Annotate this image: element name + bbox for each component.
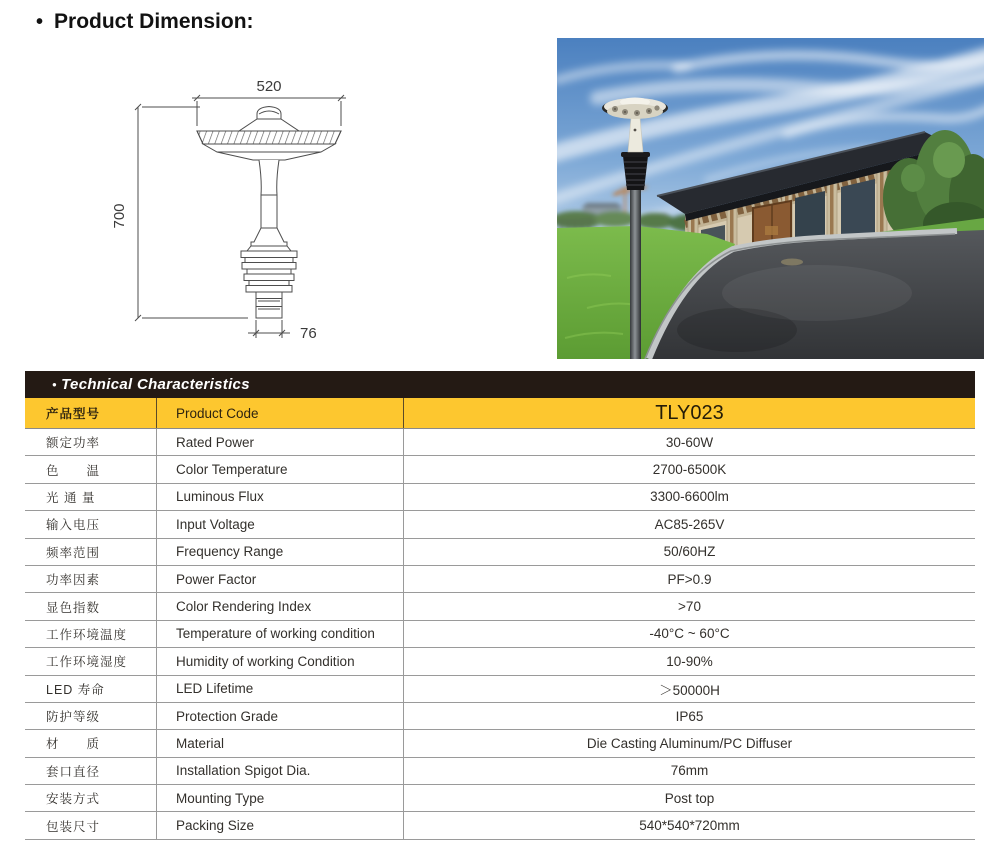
spec-label-en: Humidity of working Condition [157,648,404,674]
spec-label-en: Mounting Type [157,785,404,811]
spec-value: PF>0.9 [667,571,712,587]
table-row [25,785,975,812]
table-row [25,676,975,703]
spec-label-en: Installation Spigot Dia. [157,758,404,784]
table-row [25,511,975,538]
lamp-pole [630,188,641,359]
table-row [25,812,975,839]
table-row [25,429,975,456]
manhole [781,259,803,266]
spec-value: 2700-6500K [652,462,727,478]
page-title [36,10,254,34]
heading-bullet-icon: • [36,11,44,33]
spec-label-en: Luminous Flux [157,484,404,510]
table-title-bar [25,371,975,398]
spec-label-cn: 防护等级 [25,703,157,729]
spec-label-en: Protection Grade [157,703,404,729]
spec-label-cn: 显色指数 [25,593,157,619]
spec-label-cn: 输入电压 [25,511,157,537]
spec-label-cn: 材 质 [25,730,157,756]
spec-value: IP65 [675,708,704,724]
spec-label-en: Color Rendering Index [157,593,404,619]
spec-value: 3300-6600lm [650,489,729,505]
spec-label-cn: 额定功率 [25,429,157,455]
table-title: Technical Characteristics [61,376,250,393]
spec-label-en: Color Temperature [157,456,404,482]
lamp-outline-drawing [88,70,360,350]
spec-label-cn: 套口直径 [25,758,157,784]
spec-value: 76mm [670,763,709,779]
spec-value: Post top [664,790,715,806]
table-row [25,730,975,757]
table-row [25,621,975,648]
product-code-label-en: Product Code [157,398,404,428]
spec-value: Die Casting Aluminum/PC Diffuser [586,735,793,751]
spec-label-en: Frequency Range [157,539,404,565]
spec-label-cn: 安装方式 [25,785,157,811]
spec-value: 10-90% [666,653,713,669]
spec-label-en: Input Voltage [157,511,404,537]
spec-value: 50/60HZ [663,544,716,560]
product-code-value: TLY023 [655,401,724,424]
spec-rows [25,429,975,840]
technical-characteristics-table [25,371,975,840]
spec-label-en: Rated Power [157,429,404,455]
installation-scene [557,38,984,359]
spec-value: 540*540*720mm [639,818,740,834]
table-row [25,758,975,785]
spec-value: -40°C ~ 60°C [649,626,730,642]
spec-value: >70 [678,599,701,615]
spec-label-cn: 功率因素 [25,566,157,592]
table-row [25,593,975,620]
dimension-drawing [88,70,360,350]
spec-label-cn: 包装尺寸 [25,812,157,838]
page-title-text: Product Dimension: [54,10,254,33]
product-code-row [25,398,975,429]
spec-label-cn: 工作环境温度 [25,621,157,647]
spec-value: AC85-265V [654,516,725,532]
dim-700-label: 700 [111,203,128,229]
spec-label-cn: 频率范围 [25,539,157,565]
table-row [25,539,975,566]
spec-label-cn: 光 通 量 [25,484,157,510]
spec-value: ＞50000H [659,682,720,698]
dim-76-label: 76 [300,325,317,342]
table-row [25,703,975,730]
lamp-stem [628,118,643,152]
product-photo [557,38,984,359]
spec-label-en: LED Lifetime [157,676,404,702]
spec-label-en: Material [157,730,404,756]
spec-label-en: Packing Size [157,812,404,838]
spec-label-en: Temperature of working condition [157,621,404,647]
table-row [25,648,975,675]
spec-label-cn: 色 温 [25,456,157,482]
title-bullet-icon: ● [52,380,58,389]
table-row [25,456,975,483]
product-code-label-cn: 产品型号 [25,398,157,428]
spec-label-cn: LED 寿命 [25,676,157,702]
table-row [25,484,975,511]
table-row [25,566,975,593]
spec-label-cn: 工作环境湿度 [25,648,157,674]
spec-label-en: Power Factor [157,566,404,592]
spec-value: 30-60W [665,434,714,450]
dim-520-label: 520 [256,78,282,95]
